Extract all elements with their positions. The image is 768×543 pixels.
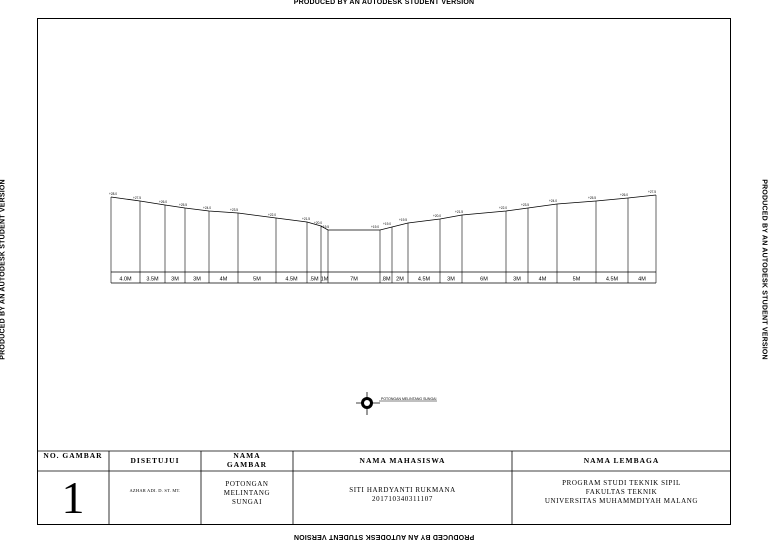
elevation-label: +22.0 [498, 206, 508, 210]
watermark-top: PRODUCED BY AN AUTODESK STUDENT VERSION [293, 0, 475, 6]
elevation-label: +23.5 [520, 203, 530, 207]
institution-faculty: FAKULTAS TEKNIK [585, 488, 658, 496]
elevation-label: +20.0 [313, 221, 323, 225]
segment-width-label: 4M [538, 276, 547, 283]
segment-width-label: 4.5M [417, 276, 431, 283]
segment-width-label: 3M [193, 276, 201, 283]
elevation-label: +27.5 [132, 196, 142, 200]
approver-name: AZHAR ADI. D. ST. MT. [129, 488, 181, 493]
segment-width-label: 3M [447, 276, 455, 283]
disetujui-header: DISETUJUI [130, 456, 180, 465]
segment-width-label: 3.5M [146, 276, 159, 283]
watermark-right: PRODUCED BY AN AUTODESK STUDENT VERSION [760, 179, 768, 360]
nama-mahasiswa-header: NAMA MAHASISWA [359, 456, 446, 465]
segment-width-label: 5M [572, 276, 581, 283]
segment-width-label: 4.5M [605, 276, 619, 283]
segment-width-label: 3M [513, 276, 521, 283]
watermark-bottom: PRODUCED BY AN AUTODESK STUDENT VERSION [293, 533, 475, 540]
segment-width-label: 1M [320, 276, 329, 283]
segment-width-label: 3M [171, 276, 179, 283]
institution-university: UNIVERSITAS MUHAMMDIYAH MALANG [544, 497, 699, 505]
section-marker-label: POTONGAN MELINTANG SUNGAI [381, 397, 437, 401]
elevation-label: +19.5 [398, 218, 408, 222]
elevation-label: +24.0 [202, 206, 212, 210]
elevation-label: +25.5 [587, 196, 597, 200]
cross-section-profile [109, 190, 656, 283]
sheet-number: 1 [61, 472, 85, 523]
watermark-left: PRODUCED BY AN AUTODESK STUDENT VERSION [0, 179, 7, 360]
elevation-label: +19.5 [320, 225, 330, 229]
segment-width-label: 4M [219, 276, 228, 283]
student-name: SITI HARDYANTI RUKMANA [349, 486, 456, 494]
nama-lembaga-header: NAMA LEMBAGA [583, 456, 660, 465]
drawing-name: POTONGAN MELINTANG SUNGAI [223, 480, 271, 506]
elevation-label: +24.0 [548, 199, 558, 203]
elevation-label: +19.0 [370, 225, 380, 229]
segment-width-label: 6M [480, 276, 488, 283]
elevation-label: +20.0 [432, 214, 442, 218]
elevation-label: +23.5 [229, 208, 239, 212]
segment-width-label: 4.0M [119, 276, 132, 283]
segment-width-label: 4.5M [285, 276, 298, 283]
elevation-label: +19.0 [382, 222, 392, 226]
elevation-label: +28.0 [108, 192, 118, 196]
elevation-label: +21.5 [301, 217, 311, 221]
student-id: 201710340311107 [372, 495, 433, 503]
elevation-label: +25.5 [178, 203, 188, 207]
elevation-label: +26.0 [158, 200, 168, 204]
no-gambar-header: NO. GAMBAR [43, 451, 103, 460]
segment-width-label: .8M [381, 276, 391, 283]
elevation-label: +26.0 [619, 193, 629, 197]
elevation-label: +27.5 [647, 190, 657, 194]
segment-width-label: .5M [309, 276, 319, 283]
segment-width-label: 7M [350, 276, 358, 283]
section-marker-symbol [356, 392, 437, 415]
elevation-label: +22.0 [267, 213, 277, 217]
segment-width-label: 4M [638, 276, 646, 283]
nama-gambar-header: NAMA GAMBAR [226, 451, 268, 469]
institution-program: PROGRAM STUDI TEKNIK SIPIL [562, 479, 681, 487]
elevation-label: +21.5 [454, 210, 464, 214]
segment-width-label: 2M [396, 276, 404, 283]
segment-width-label: 5M [253, 276, 261, 283]
